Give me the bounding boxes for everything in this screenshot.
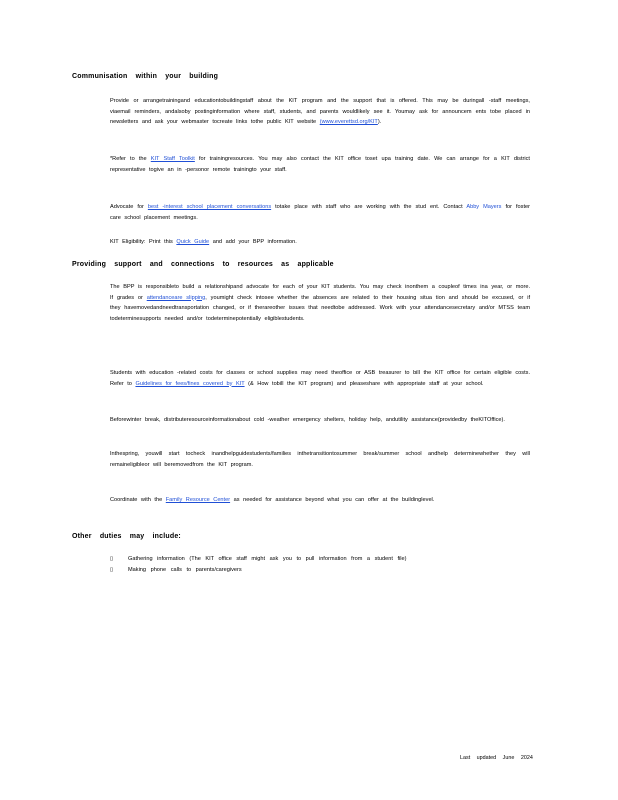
fees-fines-guidelines-link[interactable]: Guidelines for fees/fines covered by KIT [135, 380, 245, 387]
communication-paragraph-3 [110, 202, 530, 223]
providing-paragraph-3: Beforewinter break, distributeresourceinformationabout cold -weather emergency shelters, holiday help, andutility assistance(providedby theKITOffice). [110, 417, 505, 423]
communication-p4-text-a: KIT Eligibility: Print this [110, 239, 173, 245]
kit-staff-toolkit-link[interactable]: KIT Staff Toolkit [150, 156, 195, 162]
list-item [110, 567, 242, 573]
communication-p2-text-a: *Refer to the [110, 156, 147, 162]
communication-p3-text-b: totake place with staff who are working with the stud ent. Contact [275, 204, 463, 210]
providing-paragraph-1 [110, 282, 530, 324]
list-item-text: Gathering information (The KIT office staff might ask you to pull information from a student file) [128, 556, 407, 562]
providing-paragraph-4: Inthespring, youwill start tocheck inandhelpguidestudents/families inthetransitiontosummer break/summer school andhelp determinewhether they will remaineligibleor will beremovedfrom the KIT program. [110, 451, 530, 468]
providing-paragraph-2 [110, 368, 530, 389]
last-updated-footer: Last updated June 2024 [460, 755, 533, 761]
section-heading-other-duties: Other duties may include: [72, 533, 181, 540]
quick-guide-link[interactable]: Quick Guide [176, 239, 210, 245]
communication-p4-text-b: and add your BPP information. [212, 239, 297, 245]
bullet-icon: ▯ [110, 556, 114, 562]
list-item-text: Making phone calls to parents/caregivers [128, 567, 242, 573]
communication-paragraph-4 [110, 237, 530, 248]
attendance-slipping-link[interactable]: attendanceare slipping [146, 294, 206, 301]
providing-p1-text-a: The BPP is responsibleto build a relationshipand advocate for each of your KIT students. You may check inonthem a coupleof times ina year, or more. If grades or [110, 284, 530, 301]
providing-p2-text-a: Students with education -related costs for classes or school supplies may need theoffice or ASB treasurer to bill the KIT office for certain eligible costs. Refer to [110, 370, 530, 387]
communication-p3-text-a: Advocate for [110, 204, 144, 210]
communication-p3-text-c: for foster care school placement meetings. [110, 204, 530, 221]
best-interest-placement-link[interactable]: best -interest school placement conversations [147, 204, 272, 210]
family-resource-center-link[interactable]: Family Resource Center [165, 497, 231, 503]
section-heading-providing: Providing support and connections to resources as applicable [72, 261, 334, 268]
providing-paragraph-5 [110, 495, 530, 506]
list-item [110, 556, 407, 562]
section-heading-communication: Communisation within your building [72, 73, 219, 80]
communication-paragraph-1 [110, 96, 530, 128]
communication-p1-end: ). [377, 119, 382, 125]
communication-p2-text-b: for trainingresources. You may also contact the KIT office toset upa training date. We can arrange for a KIT district representative togive an in -personor remote trainingto your staff. [110, 156, 530, 173]
bullet-icon: ▯ [110, 567, 114, 573]
providing-p2-text-b: (& How tobill the KIT program) and pleaseshare with appropriate staff at your school. [248, 380, 484, 387]
contact-abby-mayers-link[interactable]: Abby Mayers [466, 204, 502, 210]
kit-website-link[interactable]: (www.everettsd.org/KIT [319, 119, 378, 125]
communication-paragraph-2 [110, 154, 530, 175]
providing-p5-text-b: as needed for assistance beyond what you can offer at the buildinglevel. [233, 497, 435, 503]
providing-p5-text-a: Coordinate with the [110, 497, 163, 503]
providing-p1-text-b: , youmight check intosee whether the absences are related to their housing situa tion and should be excused, or if they havemovedandneedtransportation changed, or if therareother issues that needtobe addressed. Work with your attendancesecretary and/or MTSS team todeterminesupports needed and/or todeterminepotentially eligiblestudents. [110, 294, 530, 322]
communication-p1-text: Provide or arrangetrainingand educationtobuildingstaff about the KIT program and the support that is offered. This may be duringall -staff meetings, viaemail reminders, andalsoby postinginformation where staff, students, and parents wouldlikely see it. Youmay ask for announcem ents tobe placed in newsletters and ask your webmaster tocreate links tothe public KIT website [110, 98, 530, 125]
